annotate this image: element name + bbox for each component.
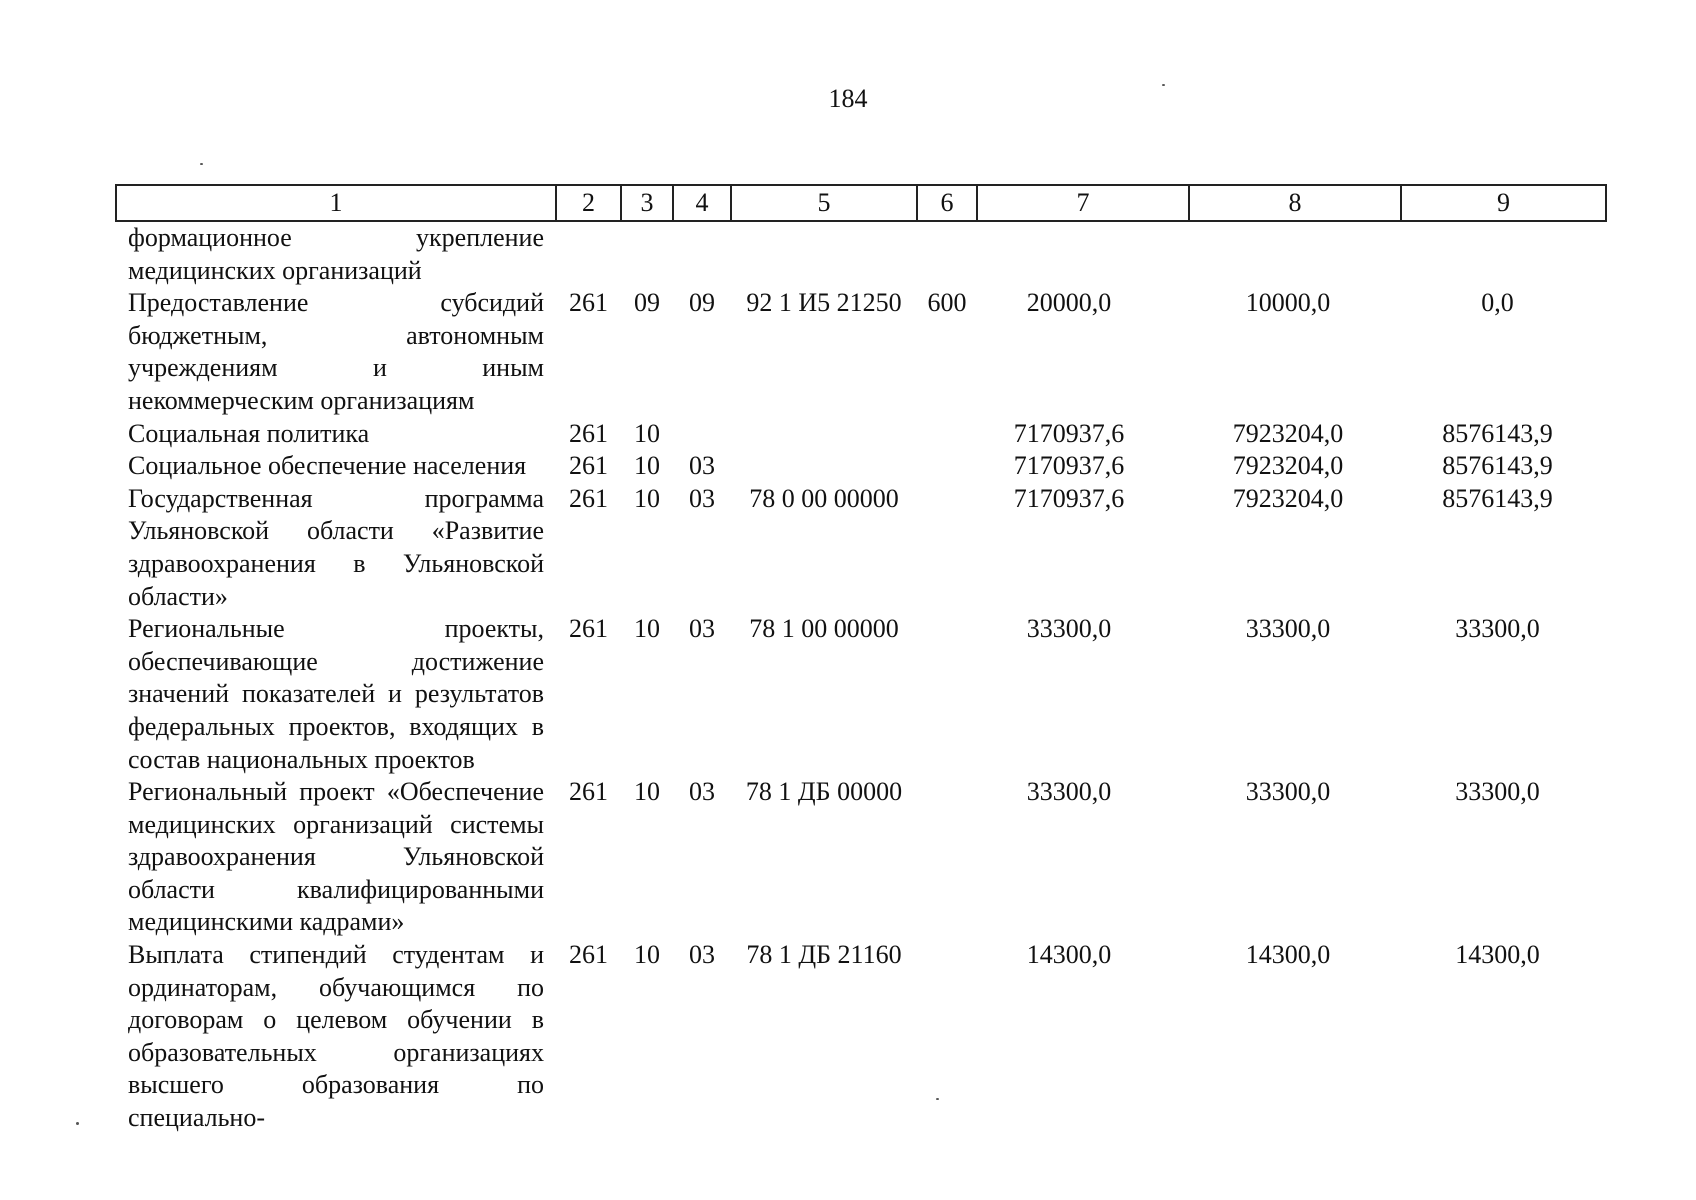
header-col-7: 7 (977, 185, 1189, 221)
header-col-5: 5 (731, 185, 917, 221)
table-row (116, 939, 1606, 1135)
cell-col-8: 10000,0 (1245, 288, 1331, 318)
cell-col-9: 8576143,9 (1442, 451, 1553, 481)
cell-col-8: 7923204,0 (1232, 483, 1344, 513)
table-header-row (116, 185, 1606, 221)
cell-col-4 (673, 418, 731, 451)
cell-col-5: 78 1 ДБ 21160 (746, 940, 902, 970)
cell-col-7: 33300,0 (1026, 777, 1112, 807)
table-row (116, 450, 1606, 483)
row-label: Социальная политика (128, 418, 370, 448)
cell-col-9: 14300,0 (1455, 940, 1540, 970)
cell-col-3: 10 (634, 614, 660, 644)
header-col-4: 4 (673, 185, 731, 221)
row-label: Региональные проекты, обеспечивающие достижение значений показателей и результатов федеральных проектов, входящих в состав национальных проектов (128, 614, 544, 774)
row-label: Государственная программа Ульяновской области «Развитие здравоохранения в Ульяновской области» (128, 483, 544, 611)
cell-col-6 (917, 450, 977, 483)
cell-col-3: 10 (634, 483, 660, 513)
header-col-8: 8 (1189, 185, 1401, 221)
cell-col-4: 09 (689, 288, 715, 318)
table-row (116, 287, 1606, 417)
scan-speck (76, 1122, 79, 1125)
cell-col-9 (1401, 221, 1606, 287)
cell-col-8 (1189, 221, 1401, 287)
table-row (116, 776, 1606, 939)
cell-col-7: 33300,0 (1026, 614, 1112, 644)
cell-col-6 (917, 613, 977, 776)
cell-col-5 (731, 450, 917, 483)
cell-col-7: 7170937,6 (1013, 418, 1125, 448)
cell-col-3: 10 (634, 451, 660, 481)
row-label: Предоставление субсидий бюджетным, автономным учреждениям и иным некоммерческим организациям (128, 288, 544, 415)
cell-col-9: 33300,0 (1455, 777, 1540, 807)
cell-col-4 (673, 221, 731, 287)
cell-col-4: 03 (689, 451, 715, 481)
cell-col-2: 261 (569, 451, 608, 481)
cell-col-8: 7923204,0 (1232, 451, 1344, 481)
cell-col-6 (917, 418, 977, 451)
header-col-6: 6 (917, 185, 977, 221)
cell-col-3: 10 (634, 940, 660, 970)
cell-col-4: 03 (689, 483, 715, 513)
scan-speck (1162, 84, 1165, 86)
cell-col-6: 600 (927, 288, 967, 318)
cell-col-5 (731, 221, 917, 287)
cell-col-7: 20000,0 (1026, 288, 1112, 318)
cell-col-7 (977, 221, 1189, 287)
cell-col-7: 7170937,6 (1013, 483, 1125, 513)
header-col-1: 1 (116, 185, 556, 221)
cell-col-8: 33300,0 (1245, 777, 1331, 807)
cell-col-4: 03 (689, 940, 715, 970)
cell-col-9: 8576143,9 (1442, 483, 1553, 513)
cell-col-8: 33300,0 (1245, 614, 1331, 644)
cell-col-5 (731, 418, 917, 451)
cell-col-5: 92 1 И5 21250 (746, 288, 902, 318)
cell-col-5: 78 1 00 00000 (749, 614, 899, 644)
cell-col-6 (917, 221, 977, 287)
cell-col-5: 78 0 00 00000 (749, 483, 899, 513)
cell-col-4: 03 (689, 614, 715, 644)
cell-col-9: 8576143,9 (1442, 418, 1553, 448)
budget-table (115, 184, 1607, 1135)
cell-col-3 (621, 221, 673, 287)
cell-col-9: 0,0 (1481, 288, 1514, 318)
cell-col-4: 03 (689, 777, 715, 807)
cell-col-3: 09 (634, 288, 660, 318)
cell-col-8: 14300,0 (1245, 940, 1331, 970)
cell-col-2: 261 (569, 418, 608, 448)
page-number: 184 (828, 84, 868, 113)
cell-col-9: 33300,0 (1455, 614, 1540, 644)
row-label: Социальное обеспечение населения (128, 451, 527, 481)
cell-col-2: 261 (569, 940, 608, 970)
cell-col-6 (917, 483, 977, 613)
table-row (116, 483, 1606, 613)
cell-col-3: 10 (634, 777, 660, 807)
header-col-9: 9 (1401, 185, 1606, 221)
row-label: формационное укрепление медицинских организаций (128, 223, 544, 285)
row-label: Выплата стипендий студентам и ординаторам, обучающимся по договорам о целевом обучении в образовательных организациях высшего образования по специально- (128, 940, 544, 1133)
cell-col-2 (556, 221, 621, 287)
scan-speck (936, 1098, 939, 1100)
cell-col-2: 261 (569, 483, 608, 513)
header-col-2: 2 (556, 185, 621, 221)
scan-speck (200, 163, 203, 165)
cell-col-2: 261 (569, 777, 608, 807)
cell-col-5: 78 1 ДБ 00000 (745, 777, 903, 807)
cell-col-3: 10 (634, 418, 660, 448)
row-label: Региональный проект «Обеспечение медицинских организаций системы здравоохранения Ульяновской области квалифицированными медицинскими кадрами» (128, 777, 544, 937)
cell-col-7: 7170937,6 (1013, 451, 1125, 481)
table-row (116, 613, 1606, 776)
header-col-3: 3 (621, 185, 673, 221)
cell-col-6 (917, 776, 977, 939)
cell-col-6 (917, 939, 977, 1135)
cell-col-8: 7923204,0 (1232, 418, 1344, 448)
cell-col-2: 261 (569, 614, 608, 644)
table-row (116, 418, 1606, 451)
table-row (116, 221, 1606, 287)
cell-col-7: 14300,0 (1026, 940, 1112, 970)
cell-col-2: 261 (569, 288, 608, 318)
